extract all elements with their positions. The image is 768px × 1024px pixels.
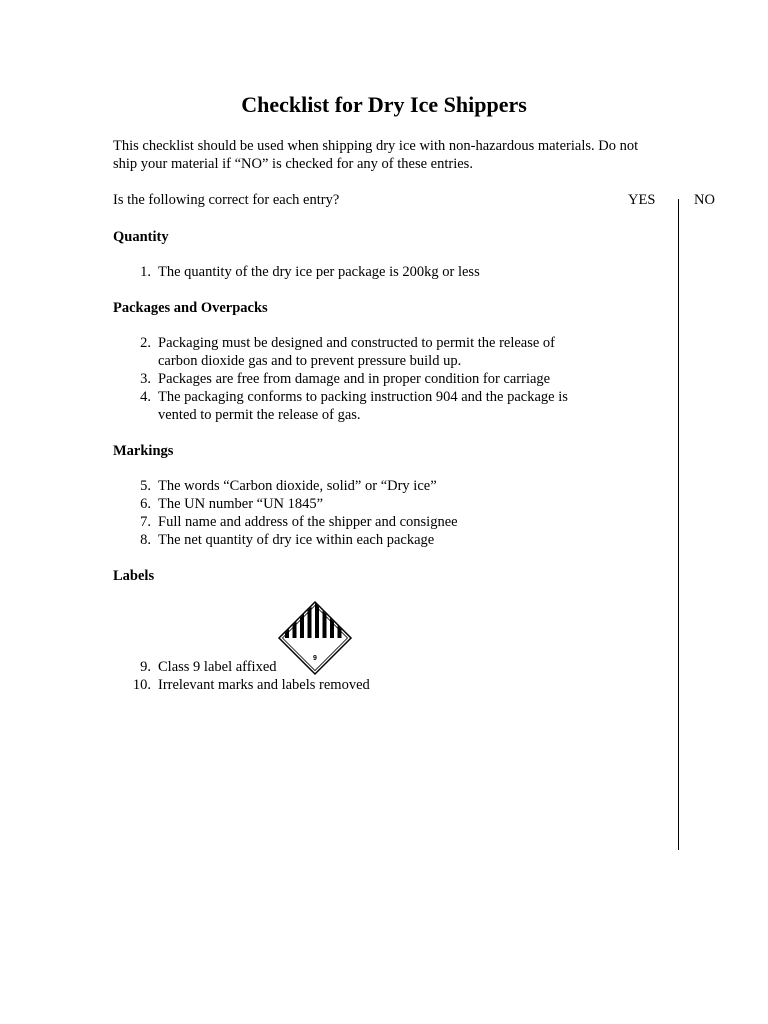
checklist-item [140, 370, 638, 388]
item-text: Full name and address of the shipper and consignee [158, 514, 458, 530]
item-text: Irrelevant marks and labels removed [158, 677, 370, 693]
item-number: 3. [140, 371, 151, 387]
yes-column-header: YES [628, 192, 656, 208]
item-number: 10. [132, 677, 151, 693]
checklist-item [140, 513, 638, 531]
item-number: 1. [140, 264, 151, 280]
item-number: 6. [140, 496, 151, 512]
no-column-header: NO [694, 192, 715, 208]
section-heading-packages: Packages and Overpacks [113, 300, 268, 316]
section-heading-quantity: Quantity [113, 229, 169, 245]
checklist-item [140, 263, 638, 281]
item-text: The quantity of the dry ice per package is 200kg or less [158, 264, 480, 280]
item-number: 2. [140, 335, 151, 351]
item-text: Packaging must be designed and constructed to permit the release of carbon dioxide gas and to prevent pressure build up. [158, 335, 556, 369]
item-text: The net quantity of dry ice within each package [158, 532, 435, 548]
checklist-item [140, 495, 638, 513]
item-text: The words “Carbon dioxide, solid” or “Dry ice” [158, 478, 437, 494]
item-text: The packaging conforms to packing instruction 904 and the package is vented to permit the release of gas. [158, 389, 568, 423]
checklist-item [132, 676, 638, 694]
item-number: 8. [140, 532, 151, 548]
item-number: 4. [140, 389, 151, 405]
item-number: 7. [140, 514, 151, 530]
section-heading-labels: Labels [113, 568, 155, 584]
checklist-item [140, 477, 638, 495]
checklist-item [140, 388, 590, 424]
column-divider [678, 199, 679, 850]
checklist-question: Is the following correct for each entry? [113, 192, 340, 208]
section-heading-markings: Markings [113, 443, 174, 459]
checklist-item [140, 334, 590, 370]
item-number: 9. [140, 659, 151, 675]
checklist-item [140, 531, 638, 549]
checklist-item [140, 658, 458, 676]
page-title: Checklist for Dry Ice Shippers [241, 92, 527, 117]
item-number: 5. [140, 478, 151, 494]
item-text: Packages are free from damage and in proper condition for carriage [158, 371, 551, 387]
item-text: Class 9 label affixed [158, 659, 277, 675]
item-text: The UN number “UN 1845” [158, 496, 324, 512]
hazard-class-number: 9 [313, 655, 317, 662]
intro-paragraph: This checklist should be used when shipping dry ice with non-hazardous materials. Do not ship your material if “NO” is checked for any of these entries. [113, 138, 639, 172]
